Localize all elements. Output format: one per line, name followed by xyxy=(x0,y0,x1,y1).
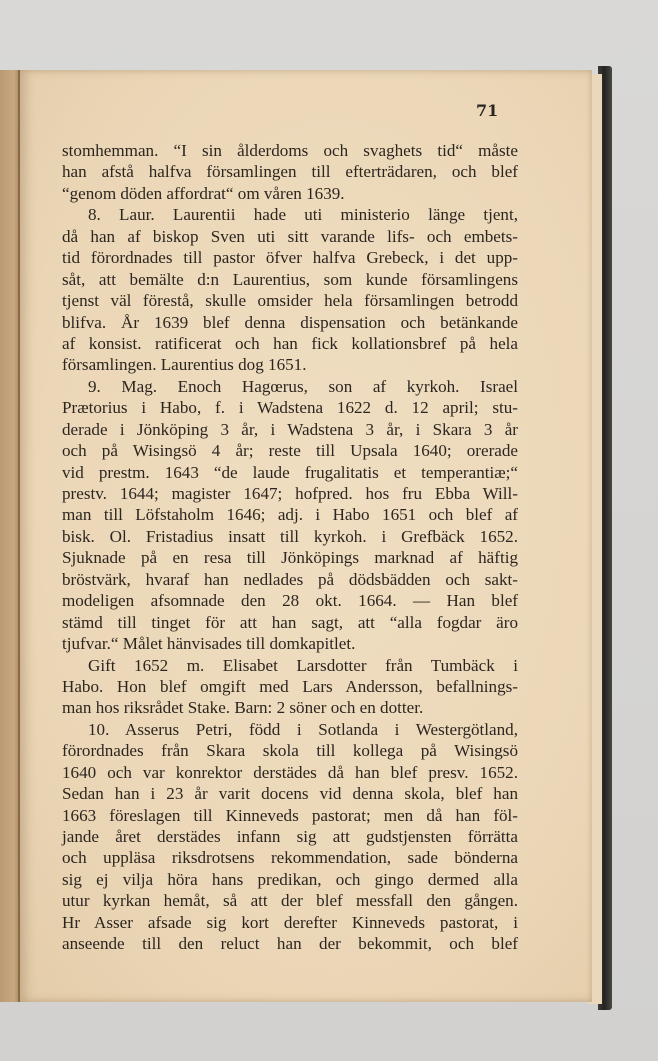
text-line: och uppläsa riksdrotsens rekommendation, sade bönderna xyxy=(62,848,518,868)
text-line: 9. Mag. Enoch Hagœrus, son af kyrkoh. Israel xyxy=(88,376,518,396)
text-line: stämd till tinget för att han sagt, att “alla fogdar äro xyxy=(62,612,518,632)
text-line: församlingen. Laurentius dog 1651. xyxy=(62,355,307,375)
text-line: utur kyrkan hemåt, så att der blef messfall den gången. xyxy=(62,891,518,911)
text-line: 8. Laur. Laurentii hade uti ministerio länge tjent, xyxy=(88,205,518,225)
text-line: man till Löfstaholm 1646; adj. i Habo 1651 och blef af xyxy=(62,505,518,525)
text-line: förordnades från Skara skola till kollega på Wisingsö xyxy=(62,741,518,761)
text-line: Sjuknade på en resa till Jönköpings marknad af häftig xyxy=(62,548,518,568)
text-line: han afstå halfva församlingen till efterträdaren, och blef xyxy=(62,162,518,182)
page-number: 71 xyxy=(476,101,499,120)
text-line: och på Wisingsö 4 år; reste till Upsala 1640; orerade xyxy=(62,441,518,461)
text-line: man hos riksrådet Stake. Barn: 2 söner och en dotter. xyxy=(62,698,424,718)
text-line: 10. Asserus Petri, född i Sotlanda i Westergötland, xyxy=(88,719,518,739)
text-line: vid prestm. 1643 “de laude frugalitatis et temperantiæ;“ xyxy=(62,462,518,482)
text-line: bisk. Ol. Fristadius insatt till kyrkoh. i Grefbäck 1652. xyxy=(62,526,518,546)
body-text xyxy=(62,140,518,955)
text-line: af konsist. ratificerat och han fick kollationsbref på hela xyxy=(62,333,518,353)
text-line: anseende till den reluct han der bekommit, och blef xyxy=(62,934,518,954)
text-line: 1640 och var konrektor derstädes då han blef presv. 1652. xyxy=(62,762,518,782)
text-line: tjenst väl förestå, skulle omsider hela församlingen betrodd xyxy=(62,291,518,311)
text-line: såt, att bemälte d:n Laurentius, som kunde församlingens xyxy=(62,269,518,289)
text-line: då han af biskop Sven uti sitt varande lifs- och embets- xyxy=(62,226,518,246)
text-line: jande året derstädes infann sig att gudstjensten förrätta xyxy=(62,827,518,846)
text-line: Prætorius i Habo, f. i Wadstena 1622 d. 12 april; stu- xyxy=(62,398,518,418)
text-line: Habo. Hon blef omgift med Lars Andersson, befallnings- xyxy=(62,676,518,696)
text-line: blifva. År 1639 blef denna dispensation och betänkande xyxy=(62,312,518,332)
text-line: tid förordnades till pastor öfver halfva Grebeck, i det upp- xyxy=(62,248,518,268)
text-line: bröstvärk, hvaraf han nedlades på dödsbädden och sakt- xyxy=(62,569,518,589)
text-line: Hr Asser afsade sig kort derefter Kinneveds pastorat, i xyxy=(62,912,518,932)
text-line: Sedan han i 23 år varit docens vid denna skola, blef han xyxy=(62,784,518,804)
left-book-cover xyxy=(0,70,20,1002)
text-line: “genom döden affordrat“ om våren 1639. xyxy=(62,183,345,203)
text-line: stomhemman. “I sin ålderdoms och svaghets tid“ måste xyxy=(62,141,518,160)
text-line: 1663 föreslagen till Kinneveds pastorat; men då han föl- xyxy=(62,805,518,825)
text-line: tjufvar.“ Målet hänvisades till domkapitlet. xyxy=(62,634,356,654)
text-line: Gift 1652 m. Elisabet Larsdotter från Tumbäck i xyxy=(88,655,518,675)
text-line: sig ej vilja höra hans predikan, och gingo dermed alla xyxy=(62,869,518,889)
text-line: modeligen afsomnade den 28 okt. 1664. — Han blef xyxy=(62,591,518,611)
text-line: prestv. 1644; magister 1647; hofpred. hos fru Ebba Will- xyxy=(62,484,518,503)
text-line: derade i Jönköping 3 år, i Wadstena 3 år, i Skara 3 år xyxy=(62,419,518,439)
